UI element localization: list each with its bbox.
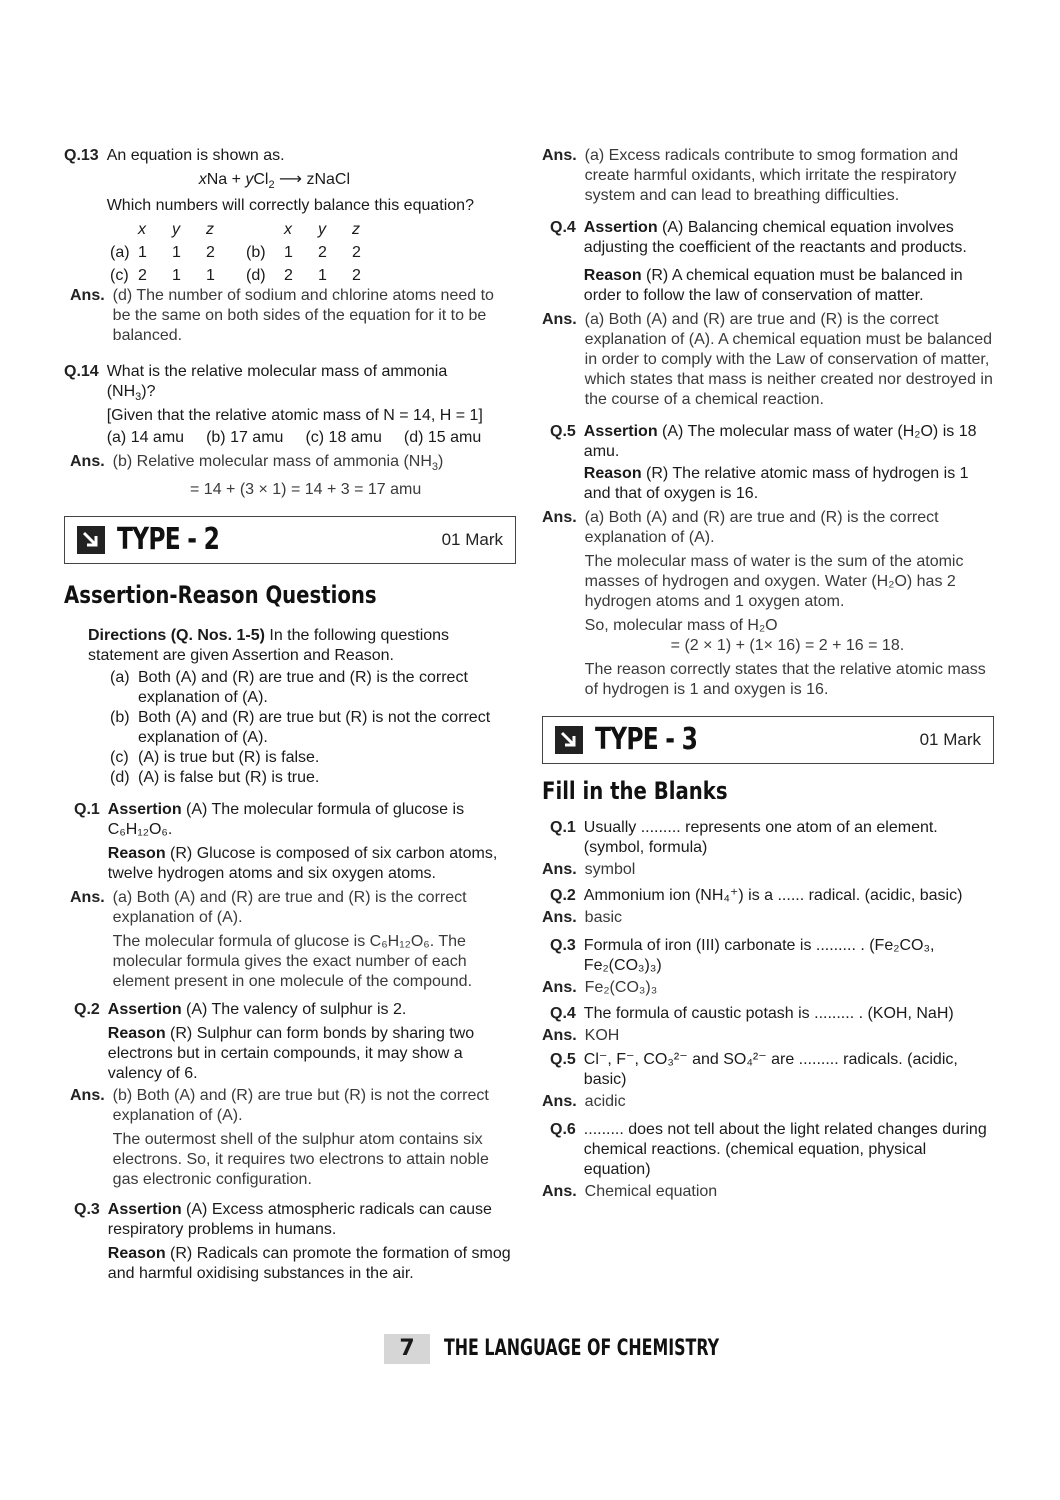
options: (a) 14 amu (b) 17 amu (c) 18 amu (d) 15 amu <box>106 429 482 446</box>
equation: xNa + yCl$_2$ ⟶ zNaCl <box>198 171 350 192</box>
answer-3: Ans. (a) Excess radicals contribute to smog formation and create harmful oxidants, which irritate the respiratory system and can lead to breathing difficulties. <box>542 147 959 204</box>
type-2-header <box>64 516 516 564</box>
answer-5: Ans. (a) Both (A) and (R) are true and (R) is the correct explanation of (A). The molecular mass of water is the sum of the atomic masses of hydrogen and oxygen. Water (H₂O) has 2 hydrogen atoms and 1 oxygen atom. So, molecular mass of H₂O = (2 × 1) + (1× 16) = 2 + 16 = 18. The reason correctly states that the relative atomic mass of hydrogen is 1 and oxygen is 16. <box>542 508 994 700</box>
answer-14: Ans. (b) Relative molecular mass of ammonia $(NH_3)$ <box>70 453 444 474</box>
fill-answer-6: Ans. Chemical equation <box>542 1183 718 1200</box>
question-5: Q.5 Assertion (A) The molecular mass of water (H₂O) is 18 amu. Reason (R) The relative atomic mass of hydrogen is 1 and that of oxygen is 16. <box>550 423 977 502</box>
question-1: Q.1 Assertion (A) The molecular formula of glucose is C₆H₁₂O₆. Reason (R) Glucose is composed of six carbon atoms, twelve hydrogen atoms and six oxygen atoms. <box>74 800 516 884</box>
page-number: 7 <box>384 1334 430 1364</box>
fill-answer-3: Ans. Fe₂(CO₃)₃ <box>542 979 658 996</box>
list-item: (b) Both (A) and (R) are true but (R) is not the correct explanation of (A). <box>110 709 491 746</box>
type-3-header <box>542 716 994 764</box>
fill-answer-5: Ans. acidic <box>542 1093 626 1110</box>
fill-blank-4: Q.4 The formula of caustic potash is ......... . (KOH, NaH) <box>550 1005 954 1022</box>
chapter-title: THE LANGUAGE OF CHEMISTRY <box>444 1336 720 1362</box>
answer-13: Ans. (d) The number of sodium and chlorine atoms need to be the same on both sides of the equation for it to be balanced. <box>70 287 494 344</box>
formula: C₆H₁₂O₆. <box>107 821 173 838</box>
fill-blank-5: Q.5 Cl⁻, F⁻, CO₃²⁻ and SO₄²⁻ are ......... radicals. (acidic, basic) <box>550 1051 958 1088</box>
page-footer <box>384 1334 826 1364</box>
question-text: What is the relative molecular mass of ammonia <box>106 363 448 380</box>
question-text: An equation is shown as. <box>106 147 285 164</box>
fill-blank-1: Q.1 Usually ......... represents one atom of an element. (symbol, formula) <box>550 819 938 856</box>
right-column <box>542 146 994 1202</box>
question-4: Q.4 Assertion (A) Balancing chemical equation involves adjusting the coefficient of the reactants and products. Reason (R) A chemical equation must be balanced in order to follow the law of conservation of matter. <box>550 219 967 304</box>
arrow-down-right-icon <box>77 526 105 554</box>
options-grid: x y z x y z (a) 1 1 2 (b) 1 2 2 (c) 2 1 1 (d) 2 1 2 <box>110 221 361 284</box>
answer-4: Ans. (a) Both (A) and (R) are true and (R) is the correct explanation of (A). A chemical equation must be balanced in order to comply with the Law of conservation of matter, which states that mass is neither created nor destroyed in the course of a chemical reaction. <box>542 311 993 408</box>
question-prompt: Which numbers will correctly balance this equation? <box>106 197 474 214</box>
list-item: (c) (A) is true but (R) is false. <box>110 749 320 766</box>
section-heading: Assertion-Reason Questions <box>64 581 377 609</box>
section-heading: Fill in the Blanks <box>542 777 728 805</box>
directions: Directions (Q. Nos. 1-5) In the following questions statement are given Assertion and Reason. <box>88 627 450 664</box>
list-item: (a) Both (A) and (R) are true and (R) is the correct explanation of (A). <box>110 669 468 706</box>
arrow-down-right-icon <box>555 726 583 754</box>
fill-blank-2: Q.2 Ammonium ion (NH₄⁺) is a ...... radical. (acidic, basic) <box>550 887 963 904</box>
list-item: (d) (A) is false but (R) is true. <box>110 769 320 786</box>
fill-answer-4: Ans. KOH <box>542 1027 620 1044</box>
left-column <box>64 146 516 1284</box>
directions-list <box>110 668 516 788</box>
calculation: = (2 × 1) + (1× 16) = 2 + 16 = 18. <box>670 637 905 654</box>
formula: $(NH_3)$? <box>106 383 156 404</box>
question-14 <box>64 362 516 448</box>
question-2: Q.2 Assertion (A) The valency of sulphur is 2. Reason (R) Sulphur can form bonds by sharing two electrons but in certain compounds, it may show a valency of 6. <box>74 1001 475 1082</box>
fill-answer-2: Ans. basic <box>542 909 623 926</box>
question-13 <box>64 146 516 216</box>
fill-blank-6: Q.6 ......... does not tell about the light related changes during chemical reactions. (chemical equation, physical equation) <box>550 1121 987 1178</box>
type-mark: 01 Mark <box>919 730 981 750</box>
calculation: = 14 + (3 × 1) = 14 + 3 = 17 amu <box>190 481 422 498</box>
fill-blank-3: Q.3 Formula of iron (III) carbonate is ......... . (Fe₂CO₃, Fe₂(CO₃)₃) <box>550 937 935 974</box>
fill-answer-1: Ans. symbol <box>542 861 636 878</box>
answer-2: Ans. (b) Both (A) and (R) are true but (R) is not the correct explanation of (A). The outermost shell of the sulphur atom contains six electrons. So, it requires two electrons to attain noble gas electronic configuration. <box>70 1087 489 1188</box>
answer-1: Ans. (a) Both (A) and (R) are true and (R) is the correct explanation of (A). The molecular formula of glucose is C₆H₁₂O₆. The molecular formula gives the exact number of each element present in one molecule of the compound. <box>70 889 473 990</box>
type-title: TYPE - 2 <box>117 522 220 558</box>
question-3: Q.3 Assertion (A) Excess atmospheric radicals can cause respiratory problems in humans. Reason (R) Radicals can promote the formation of smog and harmful oxidising substances in the air. <box>74 1201 511 1282</box>
type-mark: 01 Mark <box>441 530 503 550</box>
type-title: TYPE - 3 <box>595 722 698 758</box>
given: [Given that the relative atomic mass of N = 14, H = 1] <box>106 407 483 424</box>
question-number: Q.14 <box>64 363 99 380</box>
question-number: Q.13 <box>64 147 99 164</box>
